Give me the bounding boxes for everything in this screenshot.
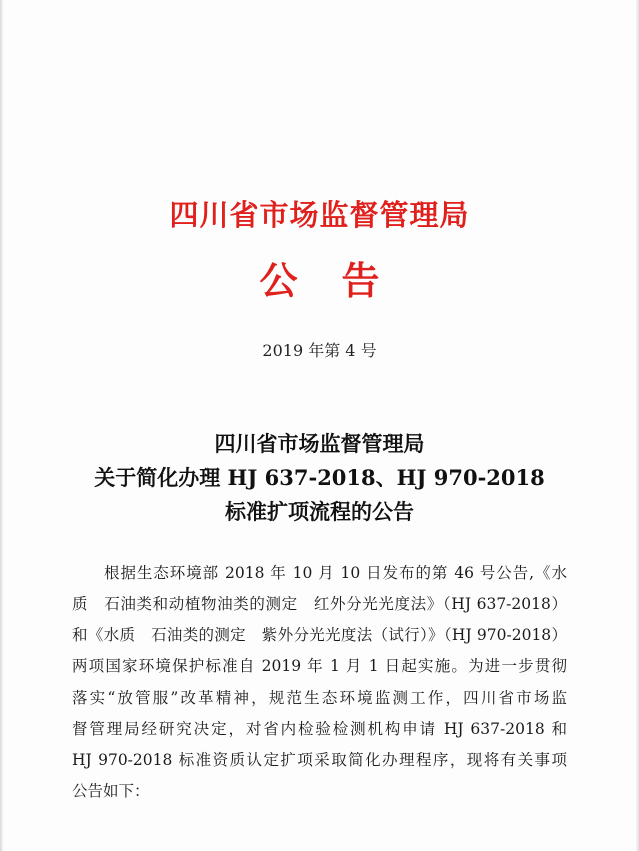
body-line-7: HJ 970-2018 标准资质认定扩项采取简化办理程序，现将有关事项: [72, 751, 567, 769]
body-line-4: 两项国家环境保护标准自 2019 年 1 月 1 日起实施。为进一步贯彻: [72, 657, 567, 675]
heading-line-2: 关于简化办理 HJ 637-2018、HJ 970-2018: [94, 465, 545, 490]
body-line-1: 根据生态环境部 2018 年 10 月 10 日发布的第 46 号公告,《水: [104, 564, 567, 582]
heading-line-3: 标准扩项流程的公告: [225, 499, 414, 524]
page-edge-left: [0, 0, 3, 851]
issuing-authority-title: 四川省市场监督管理局: [169, 198, 470, 232]
notice-title: 公告: [259, 258, 424, 303]
body-line-8: 公告如下：: [72, 782, 150, 800]
document-number: 2019 年第 4 号: [262, 341, 377, 360]
body-line-2: 质 石油类和动植物油类的测定 红外分光光度法》（HJ 637-2018）: [72, 595, 567, 613]
body-line-3: 和《水质 石油类的测定 紫外分光光度法（试行）》（HJ 970-2018）: [72, 626, 567, 644]
body-line-6: 督管理局经研究决定，对省内检验检测机构申请 HJ 637-2018 和: [72, 720, 567, 738]
heading-line-1: 四川省市场监督管理局: [214, 431, 425, 456]
body-line-5: 落实“放管服”改革精神，规范生态环境监测工作，四川省市场监: [72, 689, 567, 707]
